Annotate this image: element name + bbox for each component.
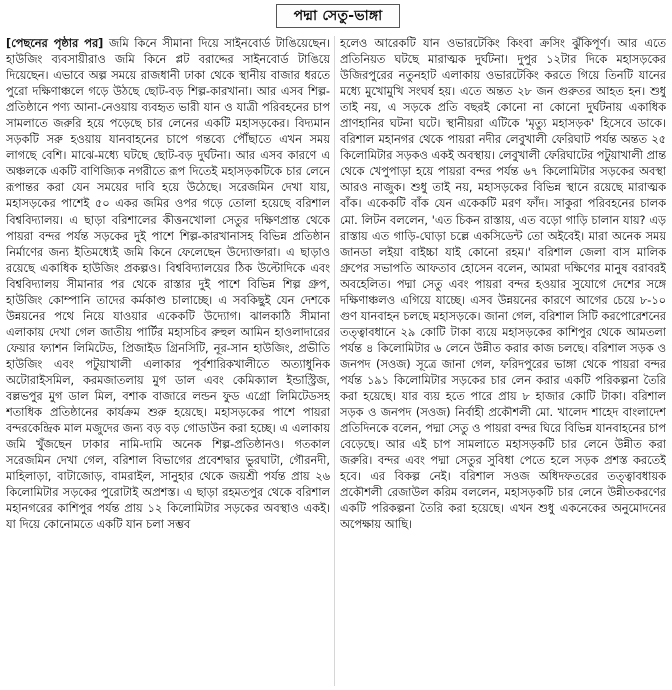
article-headline: পদ্মা সেতু-ভাঙ্গা xyxy=(293,8,383,24)
article-paragraph-left xyxy=(6,36,330,533)
article-paragraph-right xyxy=(340,36,666,533)
continued-marker: [পেছনের পৃষ্ঠার পর] xyxy=(6,37,104,50)
left-column-text: জমি কিনে সীমানা দিয়ে সাইনবোর্ড টাঙিয়েছেন। হাউজিং ব্যবসায়ীরাও জমি কিনে প্লট বরাদ্দের সাইনবোর্ড টাঙিয়ে দিয়েছেন। এভাবে অল্প সময়ে রাজধানী ঢাকা থেকে স্থানীয় বাজার ধরতে পুরো দক্ষিণাঞ্চলে গড়ে উঠছে ছোট-বড় শিল্প-কারখানা। আর এসব শিল্প-প্রতিষ্ঠানে পণ্য আনা-নেওয়ায় ব্যবহৃত ভারী যান ও যাত্রী পরিবহনের চাপ সামলাতে জরুরি হয়ে পড়েছে চার লেনের একটি মহাসড়কের। বিদ্যমান সড়কটি সরু হওয়ায় যানবাহনের চাপে গন্তব্যে পৌঁছাতে এখন সময় লাগছে বেশি। মাঝে-মধ্যে ঘটছে ছোট-বড় দুর্ঘটনা। আর এসব কারণে এ অঞ্চলকে একটি বাণিজ্যিক নগরীতে রূপ দিতেই মহাসড়কটিকে চার লেনে রূপান্তর করা যেন সময়ের দাবি হয়ে উঠেছে। সরেজমিন দেখা যায়, মহাসড়কের পাশেই ৫০ একর জমির ওপর গড়ে তোলা হয়েছে বরিশাল বিশ্ববিদ্যালয়। এ ছাড়া বরিশালের কীত্তনখোলা সেতুর দক্ষিণপ্রান্ত থেকে পায়রা বন্দর পর্যন্ত সড়কের দুই পাশে শিল্প-কারখানাসহ বিভিন্ন প্রতিষ্ঠান নির্মাণের জন্য ইতিমধ্যেই জমি কিনে ফেলেছেন উদ্যোক্তারা। এ ছাড়াও রয়েছে একাধিক হাউজিং প্রকল্পও। বিশ্ববিদ্যালয়ের ঠিক উল্টোদিকে এবং বিশ্ববিদ্যালয় সীমানার পর থেকে রাস্তার দুই পাশে বিভিন্ন শিল্প গ্রুপ, হাউজিং কোম্পানি তাদের কর্মকাণ্ড চালাচ্ছে। এ সবকিছুই যেন দেশকে উন্নয়নের পথে নিয়ে যাওয়ার একেকটি উদ্যোগ। ঝালকাঠি সীমানা এলাকায় দেখা গেল জাতীয় পার্টির মহাসচিব রুহুল আমিন হাওলাদারের ফেয়ার ফ্যাশন লিমিটেড, প্রিজাইড গ্রিনসিটি, নূর-সান হাউজিং, প্রভীতি হাউজিং এবং পটুয়াখালী এলাকার পূর্বশারিকখালীতে অত্যাধুনিক অটোরাইসমিল, করমজাতলায় মুগ ডাল এবং কেমিক্যাল ইন্ডাস্ট্রিজ, বল্লভপুর মুগ ডাল মিল, বশাক বাজারে লন্ডন ফুড এগ্রো লিমিটেডসহ শতাধিক প্রতিষ্ঠানের কার্যক্রম শুরু হয়েছে। মহাসড়কের পাশে পায়রা বন্দরকেন্দ্রিক মাল মজুদের জন্য বড় বড় গোডাউন করা হচ্ছে। এ এলাকায় জমি খুঁজছেন ঢাকার নামি-দামি অনেক শিল্প-প্রতিষ্ঠানও। গতকাল সরেজমিন দেখা গেল, বরিশাল বিভাগের প্রবেশদ্বার ভুরঘাটা, গৌরনদী, মাহিলাড়া, বাটাজোড়, বামরাইল, সানুহার থেকে জয়শ্রী পর্যন্ত প্রায় ২৬ কিলোমিটার সড়কের পুরোটাই অপ্রশস্ত। এ ছাড়া রহমতপুর থেকে বরিশাল মহানগরের কাশিপুর পর্যন্ত প্রায় ১২ কিলোমিটার সড়কের অবস্থাও একই। যা দিয়ে কোনোমতে একটি যান চলা সম্ভব xyxy=(6,37,330,532)
headline-box xyxy=(276,4,400,28)
article-column-right xyxy=(340,36,666,686)
right-column-text: হলেও আরেকটি যান ওভারটেকিং কিংবা ক্রসিং ঝুঁকিপূর্ণ। আর এতে প্রতিনিয়ত ঘটছে মারাত্মক দুর্ঘটনা। দুপুর ১২টার দিকে মহাসড়কের উজিরপুরের নতুনহাট এলাকায় ওভারটেকিং করতে গিয়ে তিনটি যানের মধ্যে মুখোমুখি সংঘর্ষ হয়। এতে অন্তত ২৮ জন গুরুতর আহত হন। শুধু তাই নয়, এ সড়কে প্রতি বছরই কোনো না কোনো দুর্ঘটনায় একাধিক প্রাণহানির ঘটনা ঘটে। স্থানীয়রা এটিকে 'মৃত্যু মহাসড়ক' হিসেবে ডাকে। বরিশাল মহানগর থেকে পায়রা নদীর লেবুখালী ফেরিঘাট পর্যন্ত অন্তত ২৫ কিলোমিটার সড়কও একই অবস্থায়। লেবুখালী ফেরিঘাটের পটুয়াখালী প্রান্ত থেকে খেপুপাড়া হয়ে পায়রা বন্দর পর্যন্ত ৬৭ কিলোমিটার সড়কের অবস্থা আরও নাজুক। শুধু তাই নয়, মহাসড়কের বিভিন্ন স্থানে রয়েছে মারাত্মক বাঁক। একেকটি বাঁক যেন একেকটি মরণ ফাঁদ। সাকুরা পরিবহনের চালক মো. লিটন বললেন, 'এত চিকন রাস্তায়, এত বড়ো গাড়ি চালান যায়? এড় রাস্তায় এত গাড়ি-ঘোড়া চল্লে একসিডেন্ট তো অইবেই। মারা অনেক সময় জানডা লইয়া বাইচ্চা যাই কোনো রহম।' বরিশাল জেলা বাস মালিক গ্রুপের সভাপতি আফতাব হোসেন বলেন, আমরা দক্ষিণের মানুষ বরাবরই অবহেলিত। পদ্মা সেতু এবং পায়রা বন্দর হওয়ার সুযোগে দেশের সঙ্গে দক্ষিণাঞ্চলও এগিয়ে যাচ্ছে। এসব উন্নয়নের কারণে আগের চেয়ে ৮-১০ গুণ যানবাহন চলছে মহাসড়কে। জানা গেল, বরিশাল সিটি করপোরেশনের তত্ত্বাবধানে ২৯ কোটি টাকা ব্যয়ে মহাসড়কের কাশিপুর থেকে আমতলা পর্যন্ত ৪ কিলোমিটার ৬ লেনে উন্নীত করার কাজ চলছে। বরিশাল সড়ক ও জনপদ (সওজ) সূত্রে জানা গেল, ফরিদপুরের ভাঙ্গা থেকে পায়রা বন্দর পর্যন্ত ১৯১ কিলোমিটার সড়কের চার লেন করার একটি পরিকল্পনা তৈরি করা হয়েছে। যার ব্যয় হতে পারে প্রায় ৮ হাজার কোটি টাকা। বরিশাল সড়ক ও জনপদ (সওজ) নির্বাহী প্রকৌশলী মো. খালেদ শাহেদ বাংলাদেশ প্রতিদিনকে বলেন, পদ্মা সেতু ও পায়রা বন্দর ঘিরে বিভিন্ন যানবাহনের চাপ বেড়েছে। আর এই চাপ সামলাতে মহাসড়কটি চার লেনে উন্নীত করা জরুরি। বন্দর এবং পদ্মা সেতুর সুবিধা পেতে হলে সড়ক প্রশস্ত করতেই হবে। এর বিকল্প নেই। বরিশাল সওজ অধিদফতরের তত্ত্বাবধায়ক প্রকৌশলী রেজাউল করিম বললেন, মহাসড়কটি চার লেনে উন্নীতকরণের একটি পরিকল্পনা তৈরি করা হয়েছে। এখন শুধু একনেকের অনুমোদনের অপেক্ষায় আছি। xyxy=(340,37,666,532)
column-divider xyxy=(334,36,335,686)
article-column-left xyxy=(6,36,330,686)
